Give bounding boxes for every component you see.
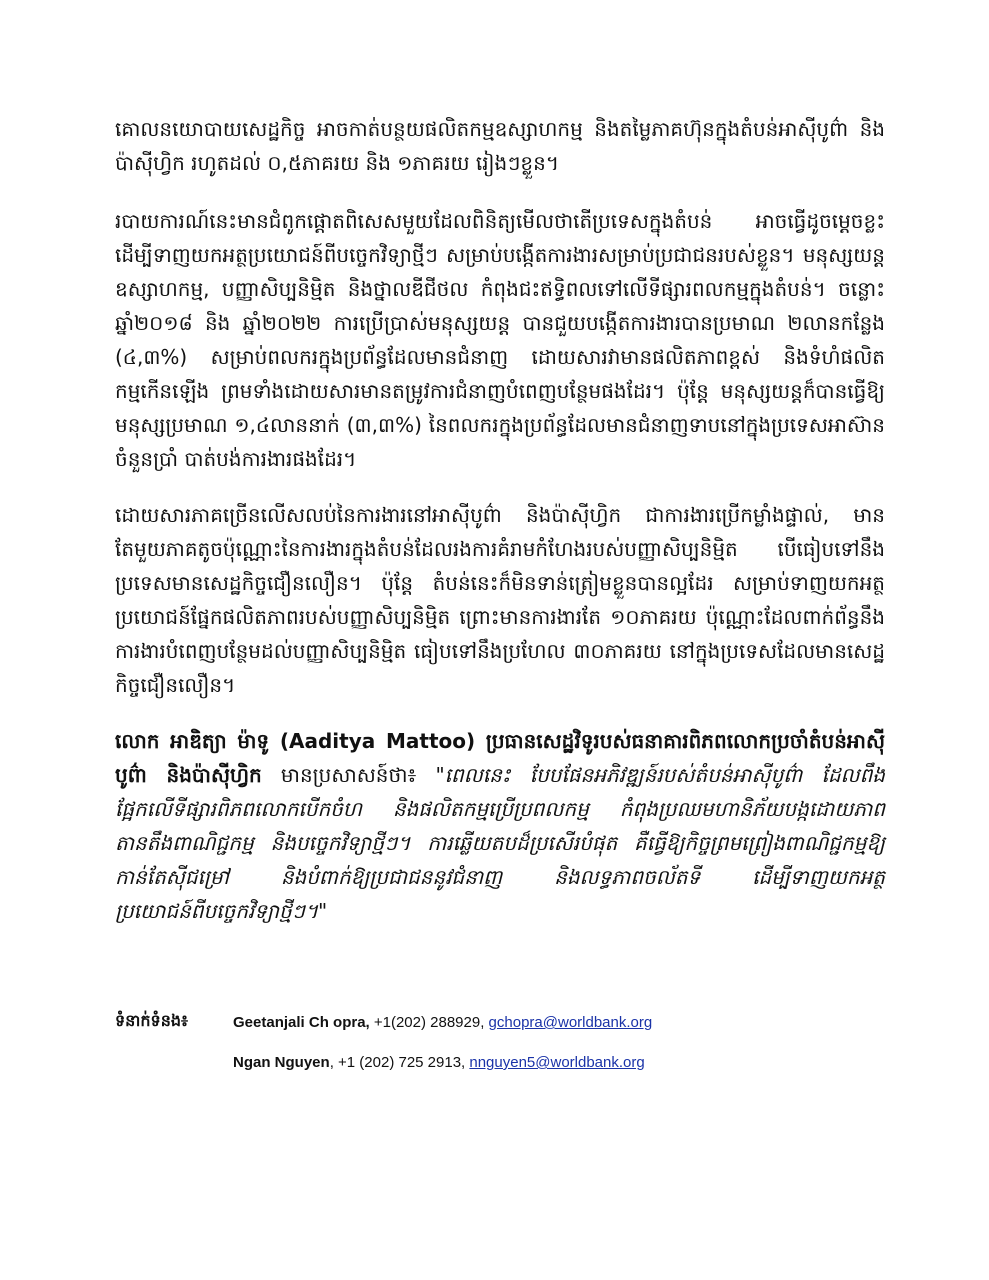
paragraph-economic-policy: គោលនយោបាយសេដ្ឋកិច្ច អាចកាត់បន្ថយផលិតកម្មឧស្សាហកម្ម និងតម្លៃភាគហ៊ុនក្នុងតំបន់អាស៊ីបូព៌ា និងប៉ាស៊ីហ្វិក រហូតដល់ ០,៥ភាគរយ និង ១ភាគរយ រៀងៗខ្លួន។ bbox=[115, 117, 885, 175]
paragraph-report-chapter: របាយការណ៍នេះមានជំពូកផ្តោតពិសេសមួយដែលពិនិត្យមើលថាតើប្រទេសក្នុងតំបន់ អាចធ្វើដូចម្តេចខ្លះដើម្បីទាញយកអត្ថប្រយោជន៍ពីបច្ចេកវិទ្យាថ្មីៗ សម្រាប់បង្កើតការងារសម្រាប់ប្រជាជនរបស់ខ្លួន។ មនុស្សយន្តឧស្សាហកម្ម, បញ្ញាសិប្បនិម្មិត និងថ្នាលឌីជីថល កំពុងជះឥទ្ធិពលទៅលើទីផ្សារពលកម្មក្នុងតំបន់។ ចន្លោះឆ្នាំ២០១៨ និង ឆ្នាំ២០២២ ការប្រើប្រាស់មនុស្សយន្ត បានជួយបង្កើតការងារបានប្រមាណ ២លានកន្លែង (៤,៣%) សម្រាប់ពលករក្នុងប្រព័ន្ធដែលមានជំនាញ ដោយសារវាមានផលិតភាពខ្ពស់ និងទំហំផលិតកម្មកើនឡើង ព្រមទាំងដោយសារមានតម្រូវការជំនាញបំពេញបន្ថែមផងដែរ។ ប៉ុន្តែ មនុស្សយន្តក៏បានធ្វើឱ្យមនុស្សប្រមាណ ១,៤លាននាក់ (៣,៣%) នៃពលករក្នុងប្រព័ន្ធដែលមានជំនាញទាបនៅក្នុងប្រទេសអាស៊ានចំនួនប្រាំ បាត់បង់ការងារផងដែរ។ bbox=[115, 209, 885, 471]
contact-phone: +1(202) 288929, bbox=[369, 1014, 489, 1031]
contact-name: Geetanjali Ch opra, bbox=[233, 1014, 370, 1031]
quote-text: "ពេលនេះ បែបផែនអភិវឌ្ឍន៍របស់តំបន់អាស៊ីបូព៌ា ដែលពឹងផ្អែកលើទីផ្សារពិភពលោកបើកចំហ និងផលិតកម្មប្រើប្រពលកម្ម កំពុងប្រឈមហានិភ័យបង្កដោយភាពតានតឹងពាណិជ្ជកម្ម និងបច្ចេកវិទ្យាថ្មីៗ។ ការឆ្លើយតបដ៏ប្រសើរបំផុត គឺធ្វើឱ្យកិច្ចព្រមព្រៀងពាណិជ្ជកម្មឱ្យកាន់តែស៊ីជម្រៅ និងបំពាក់ឱ្យប្រជាជននូវជំនាញ និងលទ្ធភាពចល័តទី ដើម្បីទាញយកអត្ថប្រយោជន៍ពីបច្ចេកវិទ្យាថ្មីៗ។" bbox=[115, 763, 885, 923]
contact-name: Ngan Nguyen bbox=[233, 1054, 330, 1071]
contact-email-link[interactable]: nnguyen5@worldbank.org bbox=[469, 1054, 645, 1071]
paragraph-ai-jobs: ដោយសារភាគច្រើនលើសលប់នៃការងារនៅអាស៊ីបូព៌ា និងប៉ាស៊ីហ្វិក ជាការងារប្រើកម្លាំងផ្ទាល់, មានតែមួយភាគតូចប៉ុណ្ណោះនៃការងារក្នុងតំបន់ដែលរងការគំរាមកំហែងរបស់បញ្ញាសិប្បនិម្មិត បើធៀបទៅនឹងប្រទេសមានសេដ្ឋកិច្ចជឿនលឿន។ ប៉ុន្តែ តំបន់នេះក៏មិនទាន់ត្រៀមខ្លួនបានល្អដែរ សម្រាប់ទាញយកអត្ថប្រយោជន៍ផ្នែកផលិតភាពរបស់បញ្ញាសិប្បនិម្មិត ព្រោះមានការងារតែ ១០ភាគរយ ប៉ុណ្ណោះដែលពាក់ព័ន្ធនឹងការងារបំពេញបន្ថែមដល់បញ្ញាសិប្បនិម្មិត ធៀបទៅនឹងប្រហែល ៣០ភាគរយ នៅក្នុងប្រទេសដែលមានសេដ្ឋកិច្ចជឿនលឿន។ bbox=[115, 503, 885, 697]
contacts-label: ទំនាក់ទំនង៖ bbox=[115, 1011, 189, 1030]
quote-speaker: លោក អាឌិត្យា ម៉ាទូ (Aaditya Mattoo) ប្រធានសេដ្ឋវិទូរបស់ធនាគារពិភពលោកប្រចាំតំបន់អាស៊ីបូព៌ា និងប៉ាស៊ីហ្វិក bbox=[115, 729, 885, 787]
contact-row bbox=[233, 1054, 645, 1071]
quote-intro: មានប្រសាសន៍ថា៖ bbox=[261, 763, 436, 787]
contact-phone: , +1 (202) 725 2913, bbox=[329, 1054, 470, 1071]
press-release-body bbox=[115, 112, 885, 950]
contact-email-link[interactable]: gchopra@worldbank.org bbox=[488, 1014, 653, 1031]
paragraph-quote bbox=[115, 724, 885, 928]
contact-row bbox=[233, 1014, 652, 1031]
